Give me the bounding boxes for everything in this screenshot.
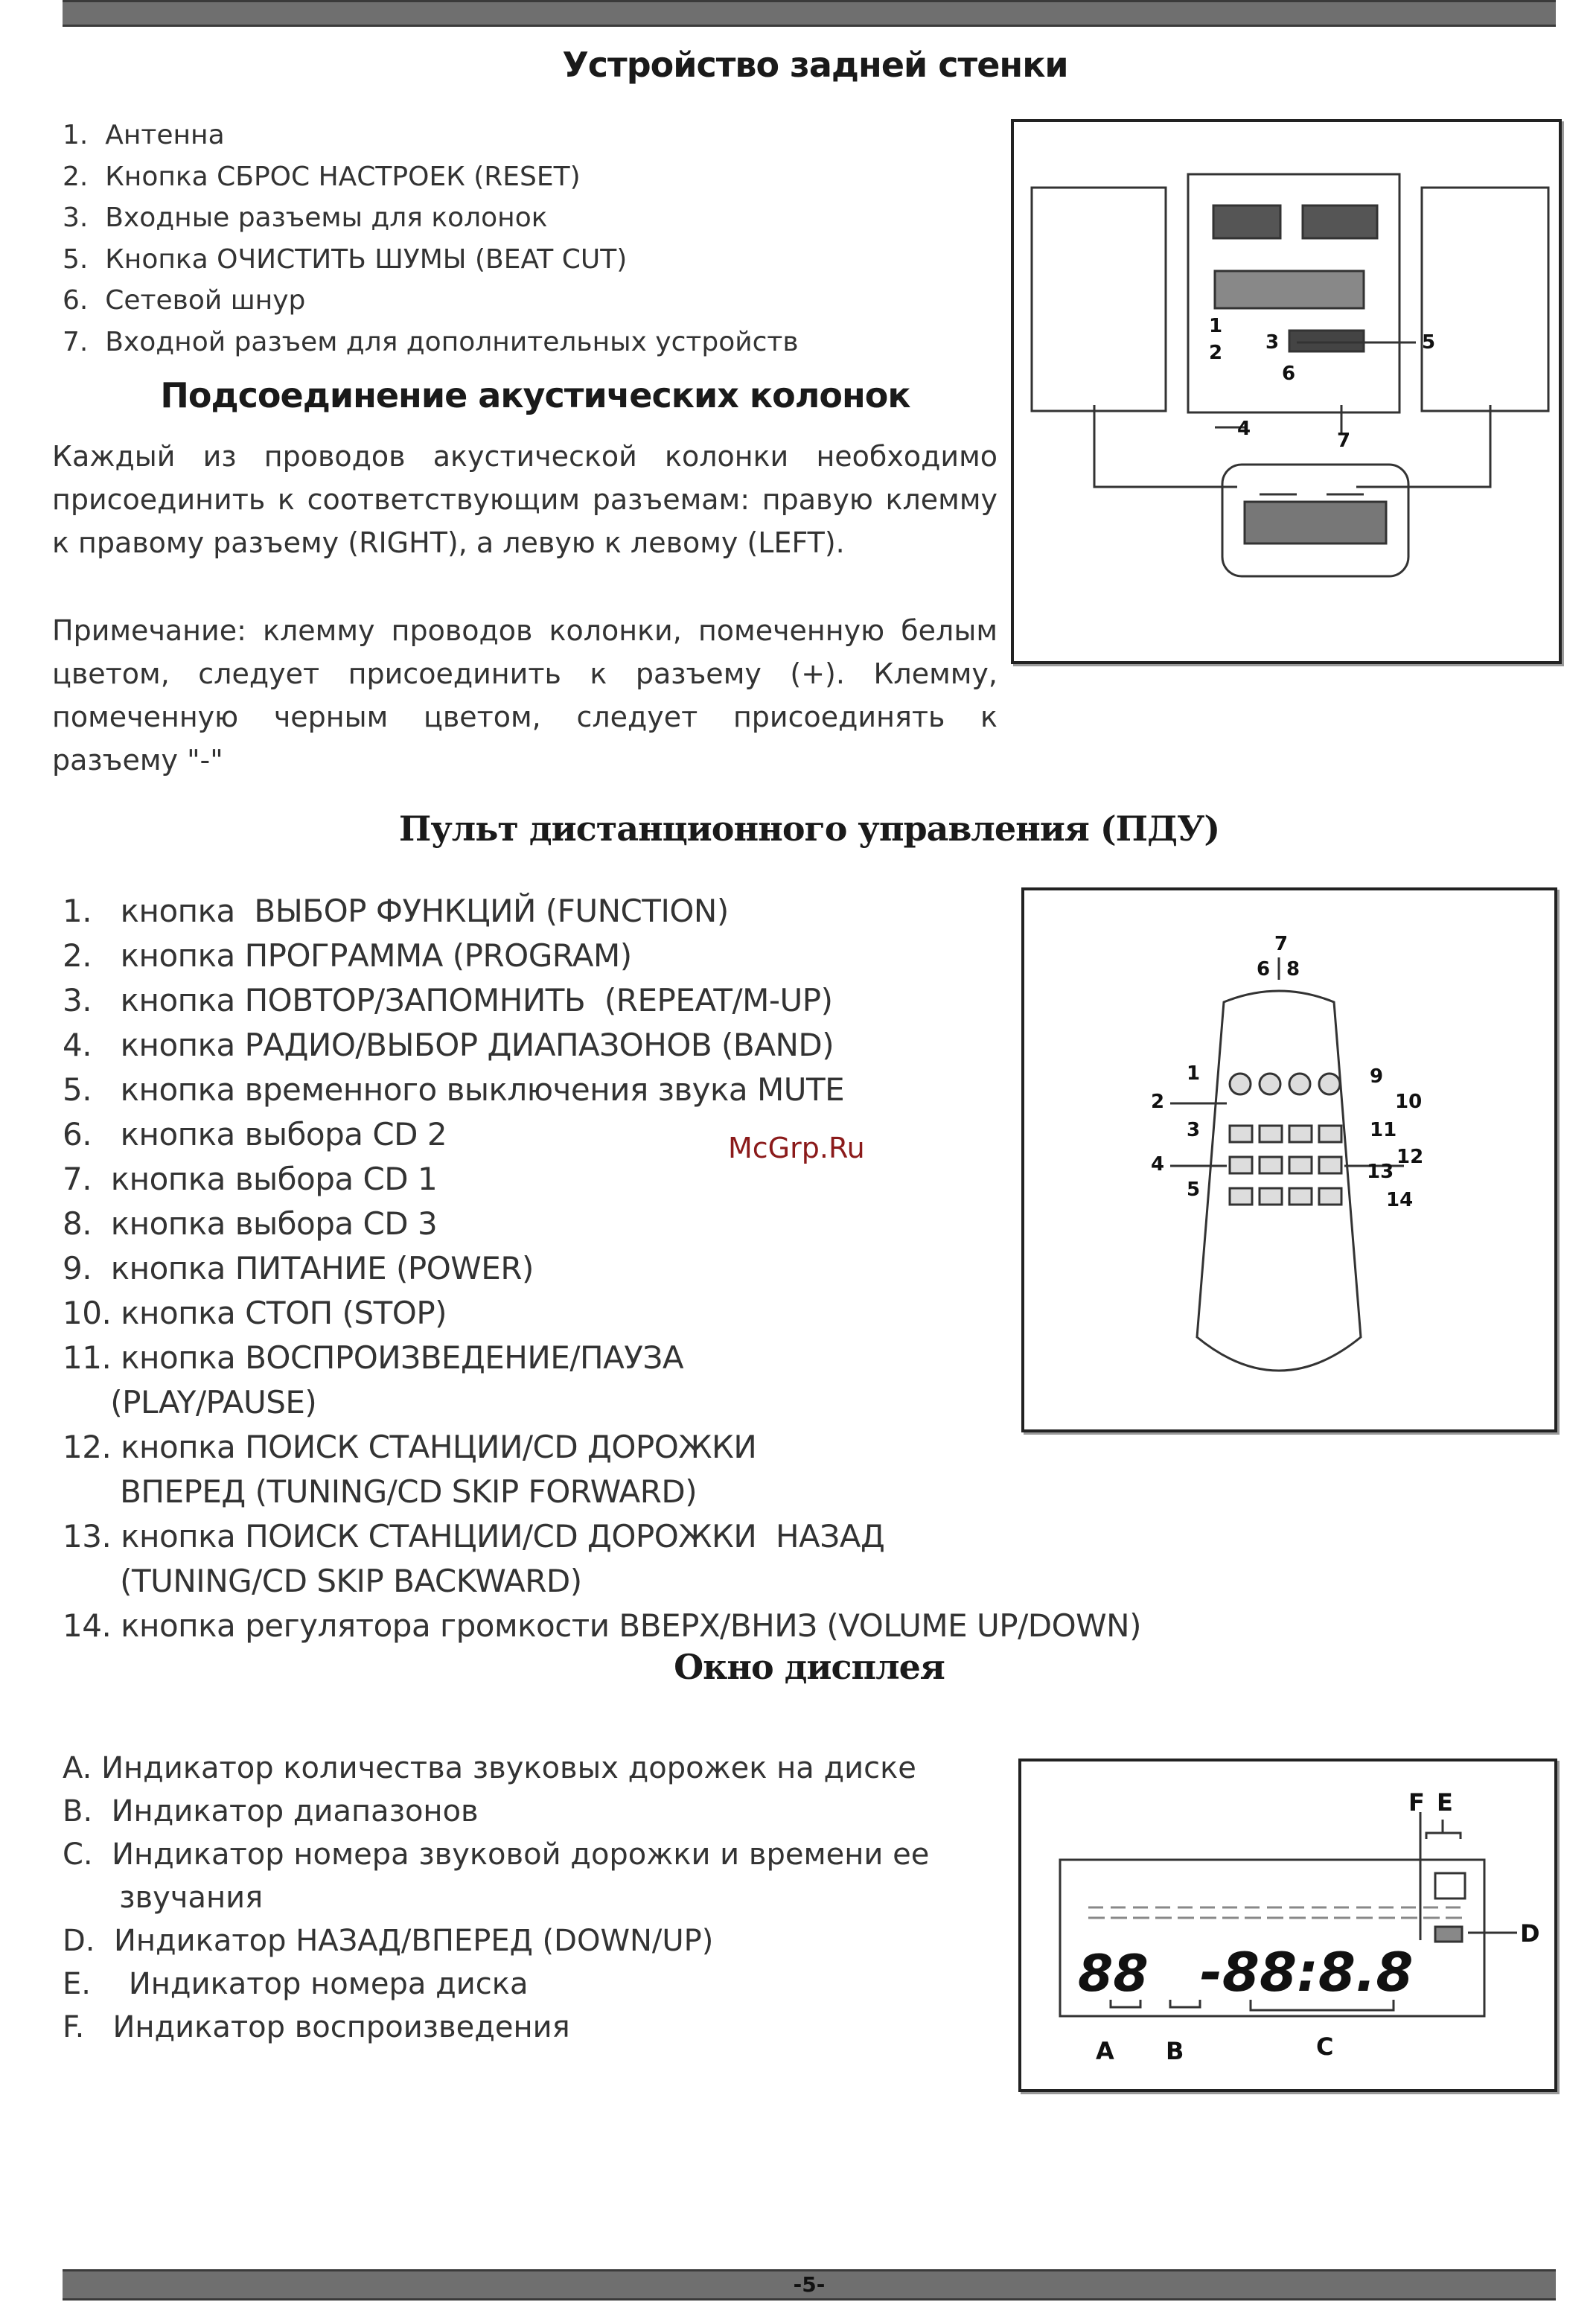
figure-label: 7 <box>1337 430 1351 452</box>
figure-label: 4 <box>1151 1153 1165 1176</box>
list-item: 2. Кнопка СБРОС НАСТРОЕК (RESET) <box>63 161 581 192</box>
list-item: 1. кнопка ВЫБОР ФУНКЦИЙ (FUNCTION) <box>63 893 729 929</box>
figure-label: 1 <box>1209 315 1223 337</box>
top-rule <box>63 0 1556 27</box>
list-item: 6. Сетевой шнур <box>63 285 306 316</box>
callout-b: B <box>1166 2037 1184 2065</box>
display-figure <box>1018 1759 1557 2092</box>
remote-body <box>1197 991 1361 1371</box>
list-item: ВПЕРЕД (TUNING/CD SKIP FORWARD) <box>63 1473 698 1510</box>
list-item: F. Индикатор воспроизведения <box>63 2010 570 2044</box>
list-item: 5. Кнопка ОЧИСТИТЬ ШУМЫ (BEAT CUT) <box>63 243 628 275</box>
rear-panel-illustration <box>1014 122 1559 661</box>
figure-label: 6 <box>1257 958 1271 981</box>
list-item: 10. кнопка СТОП (STOP) <box>63 1295 447 1331</box>
rear-panel-figure <box>1011 119 1562 664</box>
remote-title: Пульт дистанционного управления (ПДУ) <box>398 809 1220 849</box>
figure-label: 5 <box>1422 331 1436 354</box>
display-title: Окно дисплея <box>674 1647 945 1687</box>
left-speaker <box>1032 188 1166 411</box>
remote-illustration <box>1024 890 1554 1429</box>
display-list <box>63 1747 929 2049</box>
speakers-title: Подсоединение акустических колонок <box>160 375 910 415</box>
list-item: E. Индикатор номера диска <box>63 1967 529 2001</box>
figure-label: 1 <box>1187 1062 1201 1085</box>
list-item: 8. кнопка выбора CD 3 <box>63 1205 438 1242</box>
figure-label: 10 <box>1395 1091 1423 1113</box>
figure-label: 5 <box>1187 1179 1201 1201</box>
figure-label: 13 <box>1367 1161 1394 1183</box>
callout-d: D <box>1520 1919 1540 1948</box>
figure-label: 6 <box>1282 363 1296 385</box>
bottom-rule <box>63 2269 1556 2301</box>
list-item: 4. кнопка РАДИО/ВЫБОР ДИАПАЗОНОВ (BAND) <box>63 1027 834 1063</box>
list-item: звучания <box>63 1881 264 1915</box>
list-item: 1. Антенна <box>63 120 225 150</box>
remote-figure <box>1021 887 1557 1432</box>
speakers-paragraph: Каждый из проводов акустической колонки необходимо присоединить к соответствующим разъемам: правую клемму к правому разъему (RIGHT), а левую к левому (LEFT). <box>52 440 998 559</box>
callout-a: A <box>1096 2037 1114 2065</box>
figure-label: 3 <box>1265 331 1280 354</box>
figure-label: 11 <box>1370 1119 1397 1141</box>
display-illustration <box>1021 1761 1554 2089</box>
list-item: D. Индикатор НАЗАД/ВПЕРЕД (DOWN/UP) <box>63 1924 714 1958</box>
list-item: 7. Входной разъем для дополнительных устройств <box>63 326 799 357</box>
speakers-note: Примечание: клемму проводов колонки, помеченную белым цветом, следует присоединить к разъему (+). Клемму, помеченную черным цветом, следует присоединять к разъему "-" <box>52 614 998 777</box>
list-item: B. Индикатор диапазонов <box>63 1794 479 1828</box>
list-item: (TUNING/CD SKIP BACKWARD) <box>63 1563 582 1599</box>
list-item: 2. кнопка ПРОГРАММА (PROGRAM) <box>63 937 632 974</box>
list-item: A. Индикатор количества звуковых дорожек на диске <box>63 1751 916 1785</box>
figure-label: 2 <box>1209 342 1223 364</box>
figure-label: 7 <box>1274 933 1289 955</box>
list-item: 12. кнопка ПОИСК СТАНЦИИ/CD ДОРОЖКИ <box>63 1429 757 1465</box>
list-item: 11. кнопка ВОСПРОИЗВЕДЕНИЕ/ПАУЗА <box>63 1339 684 1376</box>
list-item: 5. кнопка временного выключения звука MUTE <box>63 1071 845 1108</box>
list-item: 3. Входные разъемы для колонок <box>63 203 548 233</box>
figure-label: 3 <box>1187 1119 1201 1141</box>
lcd-digits-left: 88 <box>1078 1945 1149 2003</box>
list-item: (PLAY/PAUSE) <box>63 1384 317 1421</box>
list-item: 9. кнопка ПИТАНИЕ (POWER) <box>63 1250 534 1286</box>
callout-f: F <box>1408 1788 1425 1817</box>
list-item: 6. кнопка выбора CD 2 <box>63 1116 447 1152</box>
rear-panel-title: Устройство задней стенки <box>562 45 1068 85</box>
figure-label: 2 <box>1151 1091 1165 1113</box>
callout-c: C <box>1316 2032 1334 2061</box>
rear-panel-list <box>63 115 799 363</box>
list-item: 7. кнопка выбора CD 1 <box>63 1161 438 1197</box>
list-item: C. Индикатор номера звуковой дорожки и времени ее <box>63 1837 930 1872</box>
lcd-digits-main: -88:8.8 <box>1200 1941 1414 2003</box>
remote-list <box>63 889 1141 1648</box>
list-item: 14. кнопка регулятора громкости ВВЕРХ/ВНИЗ (VOLUME UP/DOWN) <box>63 1607 1141 1644</box>
list-item: 3. кнопка ПОВТОР/ЗАПОМНИТЬ (REPEAT/M-UP) <box>63 982 833 1018</box>
callout-e: E <box>1437 1788 1453 1817</box>
figure-label: 8 <box>1286 958 1300 981</box>
figure-label: 12 <box>1396 1146 1424 1168</box>
right-speaker <box>1422 188 1548 411</box>
figure-label: 4 <box>1237 418 1251 440</box>
page-number: -5- <box>793 2272 826 2297</box>
list-item: 13. кнопка ПОИСК СТАНЦИИ/CD ДОРОЖКИ НАЗАД <box>63 1518 885 1555</box>
figure-label: 9 <box>1370 1065 1384 1088</box>
figure-label: 14 <box>1386 1189 1414 1211</box>
watermark: McGrp.Ru <box>728 1132 865 1164</box>
